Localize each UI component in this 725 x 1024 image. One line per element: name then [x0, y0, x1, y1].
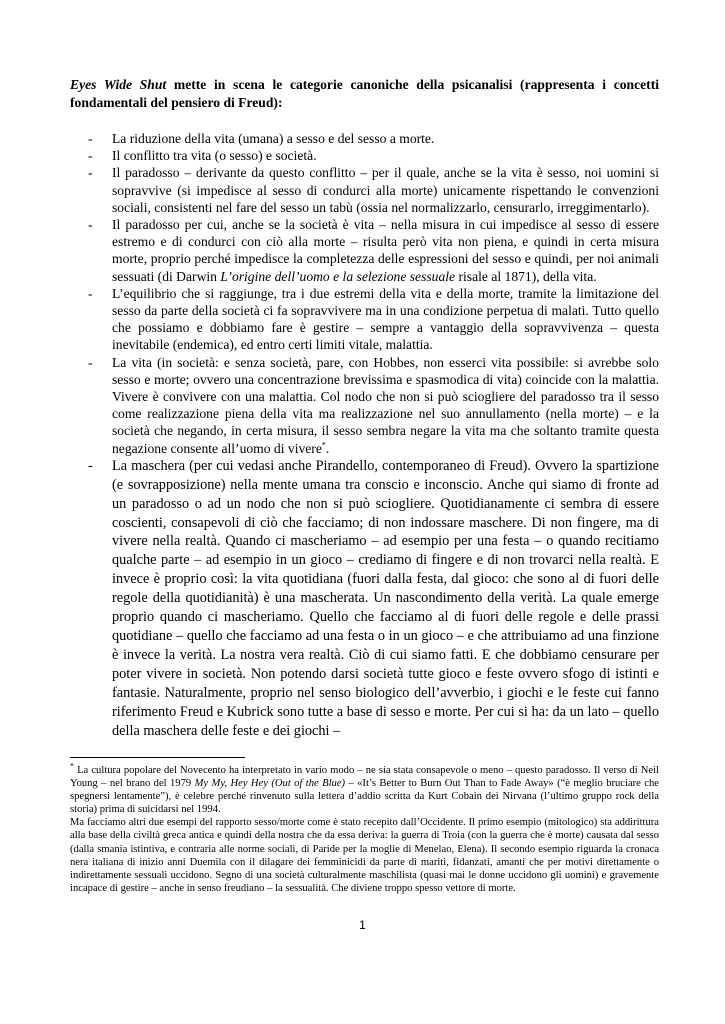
list-item: [70, 216, 659, 285]
list-dash: -: [88, 148, 93, 164]
page-number: 1: [359, 918, 366, 932]
film-title: Eyes Wide Shut: [70, 77, 167, 92]
footnote-paragraph: Ma facciamo altri due esempi del rapporto sesso/morte come è stato recepito dall’Occidente. Il primo esempio (mitologico) sta addirittura alla base della civiltà greca antica e quindi della nostra che da essa deriva: la guerra di Troia (con la guerra che è morte) causata dal sesso (dalla smania istintiva, e contraria alle norme sociali, di Paride per la moglie di Menelao, Elena). Il secondo esempio riguarda la cronaca nera italiana di inizio anni Duemila con il dilagare dei femminicidi da parte di mariti, fidanzati, amanti che per motivi direttamente o indirettamente sessuali uccidono. Segno di una società culturalmente maschilista (quasi mai le donne uccidono gli uomini) e gravemente incapace di gestire – anche in senso freudiano – la sessualità. Che diviene troppo spesso vettore di morte.: [70, 817, 659, 894]
song-title: My My, Hey Hey (Out of the Blue): [194, 778, 346, 790]
list-item-text-end: .: [325, 440, 330, 456]
darwin-book-title: L’origine dell’uomo e la selezione sessuale: [220, 268, 456, 284]
footnote-block: [70, 761, 659, 895]
footnote-text-tail: – «It’s Better to Burn Out Than to Fade Away» (“è meglio bruciare che spegnersi lentamente”), è celebre perché rinvenuto sulla lettera d’addio scritta da Kurt Cobain dei Nirvana (l’ultimo gruppo rock della storia) prima di suicidarsi nel 1994.: [70, 778, 659, 816]
list-item: [70, 130, 659, 147]
list-dash: -: [88, 354, 93, 370]
concept-list: [70, 130, 659, 740]
footnote-mark: *: [70, 761, 74, 771]
list-dash: -: [88, 131, 93, 146]
footnote-text: La cultura popolare del Novecento ha interpretato in vario modo – ne sia stata consapevole o meno – questo paradosso. Il verso di Neil Young – nel brano del 1979: [70, 765, 659, 790]
list-item: [70, 354, 659, 457]
list-item-text-tail: risale al 1871), della vita.: [455, 268, 597, 284]
list-item: [70, 164, 659, 216]
list-item: [70, 457, 659, 741]
list-item-text: Il conflitto tra vita (o sesso) e società.: [112, 148, 317, 164]
list-dash: -: [88, 285, 93, 301]
footnote-separator: [70, 757, 245, 758]
list-item-text: Il paradosso per cui, anche se la società è vita – nella misura in cui impedisce al sesso di essere estremo e di condurci con ciò alla morte – risulta però vita non piena, e quindi in certa misura morte, proprio perché impedisce la completezza delle espressioni del sesso e quindi, per noi animali sessuati (di Darwin: [112, 217, 659, 284]
list-item: [70, 285, 659, 354]
list-item-text: Il paradosso – derivante da questo conflitto – per il quale, anche se la vita è sesso, noi uomini si sopravvive (si impedisce al sesso di condurci alla morte) unicamente rispettando le convenzioni sociali, consistenti nel fare del sesso un tabù (ossia nel normalizzarlo, censurarlo, irreggimentarlo).: [112, 165, 659, 215]
list-item-text: La riduzione della vita (umana) a sesso e del sesso a morte.: [112, 131, 435, 146]
footnote-paragraph: [70, 761, 659, 816]
list-item-text: L’equilibrio che si raggiunge, tra i due estremi della vita e della morte, tramite la limitazione del sesso da parte della società ci fa sopravvivere ma in una condizione perpetua di malati. Tutto quello che possiamo e dobbiamo fare è gestire – sempre a vantaggio della sopravvivenza – questa inevitabile (endemica), ed entro certi limiti vitale, malattia.: [112, 285, 659, 353]
list-dash: -: [88, 165, 93, 181]
intro-heading-text: mette in scena le categorie canoniche della psicanalisi (rappresenta i concetti fondamentali del pensiero di Freud):: [70, 77, 659, 110]
list-item: [70, 147, 659, 164]
intro-heading: [70, 76, 659, 112]
list-item-text: La vita (in società: e senza società, pare, con Hobbes, non esserci vita possibile: si avrebbe solo sesso e morte; ovvero una concentrazione brevissima e spasmodica di vita) coincide con la malattia. Vivere è convivere con una malattia. Col nodo che non si può sciogliere del paradosso tra il sesso come realizzazione piena della vita ma realizzazione nel suo annullamento (nella morte) – e la società che negando, in certa misura, il sesso sembra negare la vita ma che soltanto tramite questa negazione consente all’uomo di vivere: [112, 354, 659, 456]
list-dash: -: [88, 457, 93, 474]
list-item-text: La maschera (per cui vedasi anche Pirandello, contemporaneo di Freud). Ovvero la spartizione (e sovrapposizione) nella mente umana tra conscio e inconscio. Anche qui siamo di fronte ad un paradosso o ad un nodo che non si può sciogliere. Quotidianamente ci sembra di essere coscienti, consapevoli di ciò che facciamo; di non indossare maschere. Di non fingere, ma di vivere nella realtà. Quando ci mascheriamo – ad esempio per una festa – o quando recitiamo qualche parte – ad esempio in un gioco – crediamo di fingere e di non trovarci nella realtà. E invece è proprio così: la vita quotidiana (fuori dalla festa, dal gioco: che sono al di fuori delle regole della quotidianità) è una mascherata. Un nascondimento della verità. La quale emerge proprio quando ci mascheriamo. Quello che facciamo al di fuori delle regole e delle prassi quotidiane – quello che facciamo ad una festa o in un gioco – e che attribuiamo ad una finzione è invece la verità. La nostra vera realtà. Ciò di cui siamo fatti. E che dobbiamo censurare per poter vivere in società. Non potendo darsi società tutte gioco e feste ovvero sfogo di istinti e fantasie. Naturalmente, proprio nel senso biologico dell’avverbio, i giochi e le feste cui fanno riferimento Freud e Kubrick sono tutte a base di sesso e morte. Per cui si ha: da un lato – quello della maschera delle feste e dei giochi –: [112, 457, 659, 739]
footnote-reference[interactable]: *: [321, 440, 326, 450]
list-dash: -: [88, 217, 93, 233]
